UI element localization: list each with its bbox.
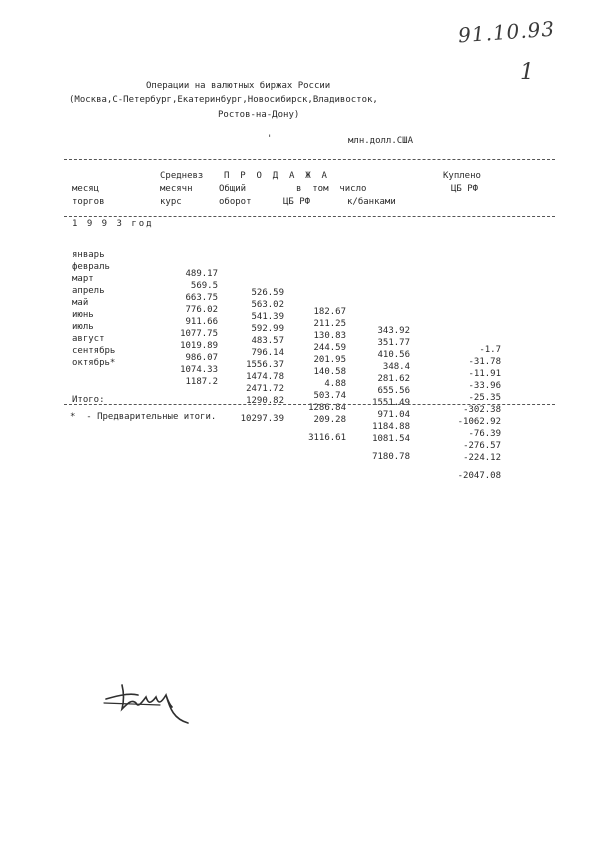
cell-rate: 1187.2 (185, 377, 218, 387)
header-rate-line3: курс (160, 197, 182, 207)
cell-month: август (72, 334, 105, 344)
cell-central-bank: 201.95 (313, 355, 346, 365)
cell-banks: 351.77 (377, 338, 410, 348)
cell-rate: 569.5 (190, 281, 218, 291)
cell-banks: 1184.88 (372, 422, 410, 432)
cell-central-bank: 211.25 (313, 319, 346, 329)
cell-central-bank: 140.58 (313, 367, 346, 377)
cell-rate: 489.17 (185, 269, 218, 279)
cell-bought: -31.78 (468, 357, 501, 367)
document-title-line-1: Операции на валютных биржах России (146, 81, 331, 91)
cell-rate: 1077.75 (180, 329, 218, 339)
totals-banks: 7180.78 (372, 452, 410, 462)
cell-central-bank: 182.67 (313, 307, 346, 317)
totals-turnover: 10297.39 (240, 414, 284, 424)
totals-central-bank: 3116.61 (308, 433, 346, 443)
table-bottom-rule (64, 404, 555, 405)
cell-central-bank: 130.83 (313, 331, 346, 341)
cell-central-bank: 209.28 (313, 415, 346, 425)
cell-month: апрель (72, 286, 105, 296)
cell-month: июль (72, 322, 94, 332)
cell-central-bank: 244.59 (313, 343, 346, 353)
header-including-span: в том число (296, 184, 367, 194)
cell-bought: -11.91 (468, 369, 501, 379)
cell-bought: -33.96 (468, 381, 501, 391)
cell-banks: 971.04 (377, 410, 410, 420)
cell-central-bank: 1286.84 (308, 403, 346, 413)
cell-month: октябрь* (72, 358, 116, 368)
table-top-rule (64, 159, 555, 160)
header-commercial-banks: к/банками (347, 197, 396, 207)
cell-turnover: 526.59 (251, 288, 284, 298)
cell-rate: 911.66 (185, 317, 218, 327)
header-month-line2: торгов (72, 197, 105, 207)
year-label: 1 9 9 3 год (72, 219, 154, 229)
cell-bought: -276.57 (463, 441, 501, 451)
signature (100, 675, 210, 735)
cell-banks: 655.56 (377, 386, 410, 396)
header-rate-line2: месячн (160, 184, 193, 194)
cell-turnover: 541.39 (251, 312, 284, 322)
cell-banks: 281.62 (377, 374, 410, 384)
cell-bought: -1.7 (479, 345, 501, 355)
tick-mark: ' (267, 134, 273, 144)
cell-banks: 343.92 (377, 326, 410, 336)
header-bought-line2: ЦБ РФ (451, 184, 479, 194)
cell-banks: 1081.54 (372, 434, 410, 444)
cell-turnover: 1290.82 (246, 396, 284, 406)
document-title-line-2: (Москва,С-Петербург,Екатеринбург,Новосибирск,Владивосток, (69, 95, 378, 105)
cell-rate: 986.07 (185, 353, 218, 363)
cell-bought: -25.35 (468, 393, 501, 403)
header-central-bank: ЦБ РФ (283, 197, 311, 207)
cell-rate: 1074.33 (180, 365, 218, 375)
totals-bought: -2047.08 (457, 471, 501, 481)
cell-bought: -302.38 (463, 405, 501, 415)
cell-banks: 410.56 (377, 350, 410, 360)
cell-turnover: 483.57 (251, 336, 284, 346)
cell-turnover: 592.99 (251, 324, 284, 334)
header-rate-line1: Средневз (160, 171, 204, 181)
units-label: млн.долл.США (348, 136, 414, 146)
cell-month: март (72, 274, 94, 284)
totals-label: Итого: (72, 395, 105, 405)
cell-turnover: 1474.78 (246, 372, 284, 382)
header-sales-span: П Р О Д А Ж А (224, 171, 327, 181)
cell-month: сентябрь (72, 346, 116, 356)
cell-rate: 1019.89 (180, 341, 218, 351)
header-bottom-rule (64, 216, 555, 217)
cell-turnover: 2471.72 (246, 384, 284, 394)
cell-month: январь (72, 250, 105, 260)
cell-bought: -76.39 (468, 429, 501, 439)
cell-rate: 776.02 (185, 305, 218, 315)
footnote: * - Предварительные итоги. (70, 412, 217, 422)
cell-bought: -1062.92 (457, 417, 501, 427)
cell-central-bank: 4.88 (324, 379, 346, 389)
header-month-line1: месяц (72, 184, 100, 194)
handwritten-document-number: 91.10.93 (457, 16, 556, 48)
cell-turnover: 796.14 (251, 348, 284, 358)
cell-banks: 348.4 (382, 362, 410, 372)
cell-banks: 1551.49 (372, 398, 410, 408)
cell-turnover: 563.02 (251, 300, 284, 310)
cell-turnover: 1556.37 (246, 360, 284, 370)
document-title-line-3: Ростов-на-Дону) (218, 110, 300, 120)
cell-rate: 663.75 (185, 293, 218, 303)
cell-month: июнь (72, 310, 94, 320)
header-turnover-line2: оборот (219, 197, 252, 207)
cell-central-bank: 503.74 (313, 391, 346, 401)
cell-month: май (72, 298, 89, 308)
cell-month: февраль (72, 262, 110, 272)
handwritten-page-mark: 1 (520, 60, 534, 85)
header-turnover-line1: Общий (219, 184, 247, 194)
cell-bought: -224.12 (463, 453, 501, 463)
header-bought-line1: Куплено (443, 171, 481, 181)
